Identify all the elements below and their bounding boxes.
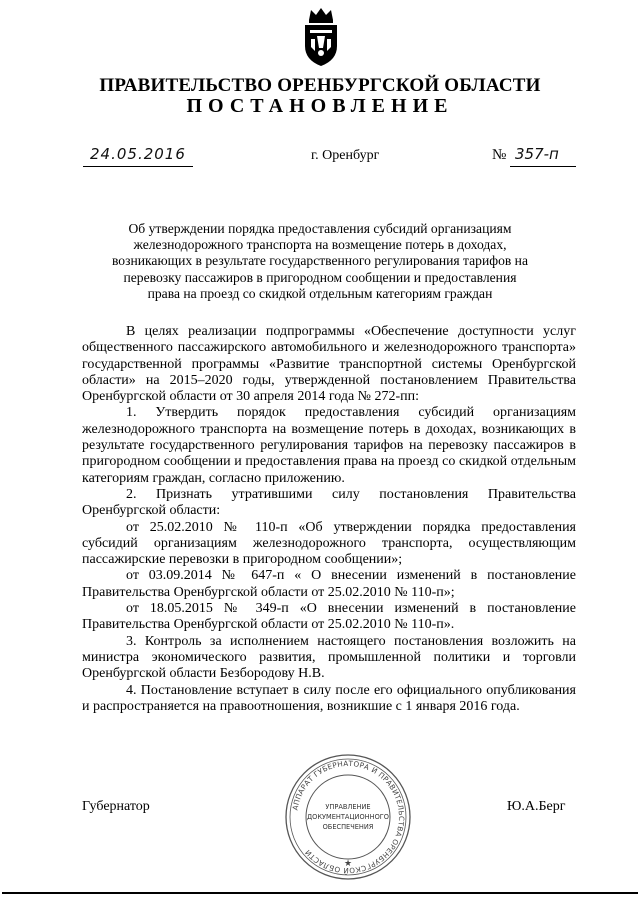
repeal-item-2: от 03.09.2014 № 647-п « О внесении изменений в постановление Правительства Оренбургской области от 25.02.2010 № 110-п»;: [82, 568, 576, 600]
seal-ring-text: АППАРАТ ГУБЕРНАТОРА И ПРАВИТЕЛЬСТВА ОРЕНБУРГСКОЙ ОБЛАСТИ: [290, 758, 407, 876]
signatory-name: Ю.А.Берг: [507, 799, 566, 814]
item-1-paragraph: 1. Утвердить порядок предоставления субсидий организациям железнодорожного транспорта на возмещение потерь в доходах, возникающих в результате государственного регулирования тарифов на перевозку пассажиров в пригородном сообщении и предоставления права на проезд со скидкой отдельным категориям граждан, согласно приложению.: [82, 405, 576, 486]
number-underline: [510, 166, 576, 167]
signatory-position: Губернатор: [82, 799, 150, 814]
document-type: ПОСТАНОВЛЕНИЕ: [186, 95, 454, 117]
document-subject: Об утверждении порядка предоставления субсидий организациям железнодорожного транспорта на возмещение потерь в доходах, возникающих в результате государственного регулирования тарифов на перевозку пассажиров в пригородном сообщении и предоставления права на проезд со скидкой отдельным категориям граждан: [111, 221, 528, 301]
repeal-item-3: от 18.05.2015 № 349-п «О внесении изменений в постановление Правительства Оренбургской области от 25.02.2010 № 110-п».: [82, 601, 576, 633]
footer-rule: [2, 892, 638, 894]
item-3-paragraph: 3. Контроль за исполнением настоящего постановления возложить на министра экономического развития, промышленной политики и торговли Оренбургской области Безбородову Н.В.: [82, 633, 576, 682]
repeal-item-1: от 25.02.2010 № 110-п «Об утверждении порядка предоставления субсидий организациям железнодорожного транспорта, осуществляющим пассажирские перевозки в пригородном сообщении»;: [82, 519, 576, 568]
coat-of-arms-icon: [299, 6, 343, 68]
item-4-paragraph: 4. Постановление вступает в силу после его официального опубликования и распространяется на правоотношения, возникшие с 1 января 2016 года.: [82, 682, 576, 714]
seal-line-2: ДОКУМЕНТАЦИОННОГО: [307, 813, 389, 821]
number-label: №: [492, 147, 507, 163]
seal-line-3: ОБЕСПЕЧЕНИЯ: [322, 823, 374, 831]
government-title: ПРАВИТЕЛЬСТВО ОРЕНБУРГСКОЙ ОБЛАСТИ: [99, 75, 541, 96]
document-date: 24.05.2016: [90, 145, 186, 163]
seal-star-icon: ★: [343, 859, 353, 869]
document-body: [82, 324, 576, 715]
seal-line-1: УПРАВЛЕНИЕ: [325, 803, 371, 811]
document-city: г. Оренбург: [311, 148, 380, 163]
official-seal-icon: [283, 752, 413, 882]
document-number: 357-п: [515, 145, 559, 163]
item-2-paragraph: 2. Признать утратившими силу постановления Правительства Оренбургской области:: [82, 486, 576, 519]
preamble-paragraph: В целях реализации подпрограммы «Обеспечение доступности услуг общественного пассажирского автомобильного и железнодорожного транспорта» государственной программы «Развитие транспортной системы Оренбургской области» на 2015–2020 годы, утвержденной постановлением Правительства Оренбургской области от 30 апреля 2014 года № 272-пп:: [82, 324, 576, 405]
date-underline: [83, 166, 193, 167]
